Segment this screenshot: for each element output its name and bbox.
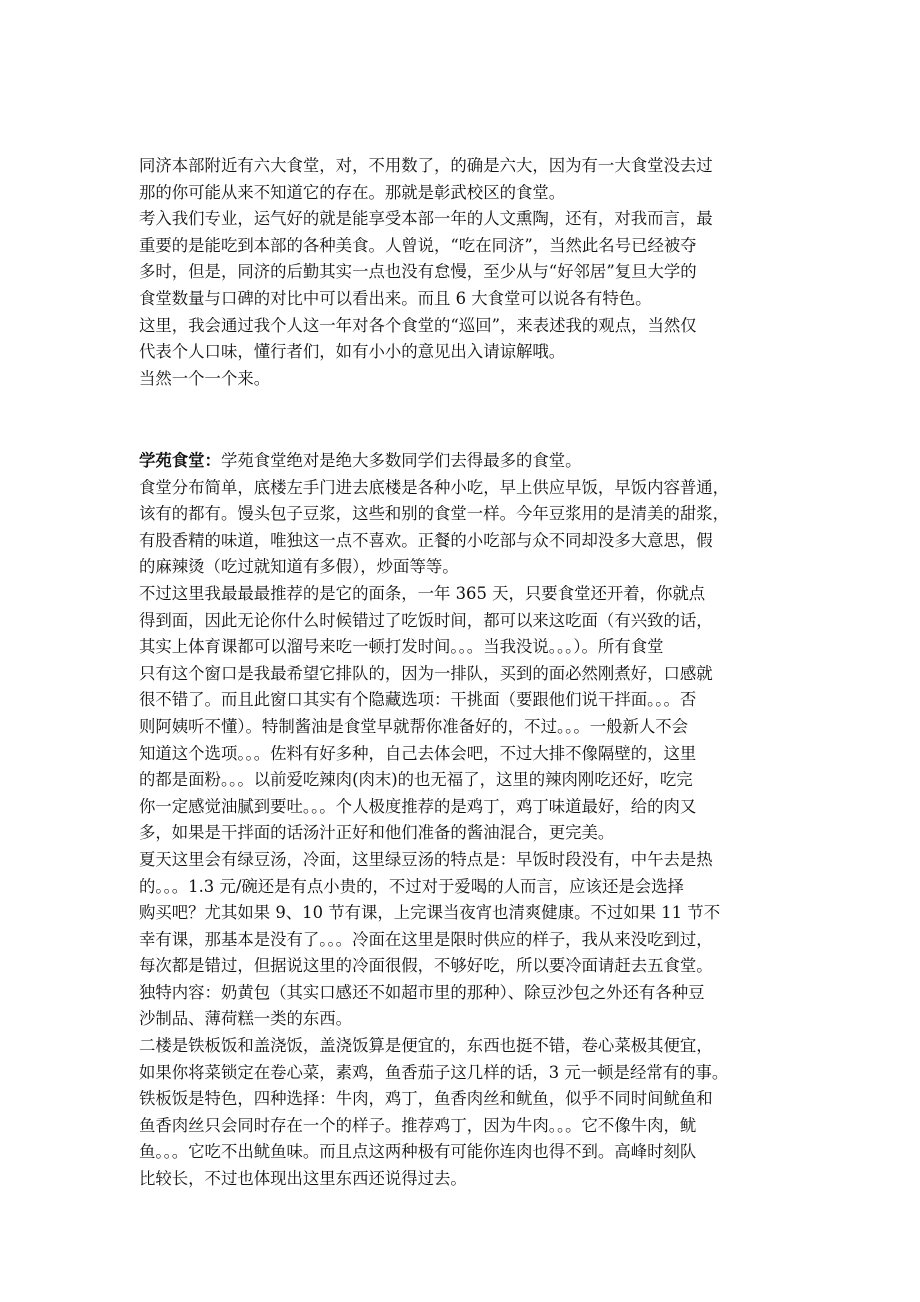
section-line: 食堂分布简单，底楼左手门进去底楼是各种小吃，早上供应早饭，早饭内容普通， xyxy=(139,477,730,497)
section-line: 不过这里我最最最推荐的是它的面条，一年 365 天，只要食堂还开着，你就点 xyxy=(139,583,706,603)
section-line: 沙制品、薄荷糕一类的东西。 xyxy=(139,1009,353,1029)
section-line: 只有这个窗口是我最希望它排队的，因为一排队，买到的面必然刚煮好，口感就 xyxy=(139,663,713,683)
intro-line: 这里，我会通过我个人这一年对各个食堂的“巡回”，来表述我的观点，当然仅 xyxy=(139,315,697,335)
section-line: 如果你将菜锁定在卷心菜，素鸡，鱼香茄子这几样的话，3 元一顿是经常有的事。 xyxy=(139,1062,729,1082)
section-line: 该有的都有。馒头包子豆浆，这些和别的食堂一样。今年豆浆用的是清美的甜浆， xyxy=(139,504,730,524)
section-line: 多，如果是干拌面的话汤汁正好和他们准备的酱油混合，更完美。 xyxy=(139,823,615,843)
intro-line: 那的你可能从来不知道它的存在。那就是彰武校区的食堂。 xyxy=(139,182,566,202)
section-line: 其实上体育课都可以溜号来吃一顿打发时间。。。当我没说。。。）。所有食堂 xyxy=(139,637,664,657)
section-line: 的。。。1.3 元/碗还是有点小贵的，不过对于爱喝的人而言，应该还是会选择 xyxy=(139,876,684,896)
intro-line: 考入我们专业，运气好的就是能享受本部一年的人文熏陶，还有，对我而言，最 xyxy=(139,209,713,229)
section-line: 夏天这里会有绿豆汤，冷面，这里绿豆汤的特点是：早饭时段没有，中午去是热 xyxy=(139,849,713,869)
intro-line: 多时，但是，同济的后勤其实一点也没有怠慢，至少从与“好邻居”复旦大学的 xyxy=(139,262,697,282)
intro-paragraphs xyxy=(139,153,789,392)
section-line: 比较长，不过也体现出这里东西还说得过去。 xyxy=(139,1169,467,1189)
section-title-line xyxy=(139,448,789,475)
section-line: 独特内容：奶黄包（其实口感还不如超市里的那种）、除豆沙包之外还有各种豆 xyxy=(139,982,705,1002)
section-line: 有股香精的味道，唯独这一点不喜欢。正餐的小吃部与众不同却没多大意思，假 xyxy=(139,530,713,550)
section-line: 铁板饭是特色，四种选择：牛肉，鸡丁，鱼香肉丝和鱿鱼，似乎不同时间鱿鱼和 xyxy=(139,1089,713,1109)
section-line: 你一定感觉油腻到要吐。。。个人极度推荐的是鸡丁，鸡丁味道最好，给的肉又 xyxy=(139,796,697,816)
section-line: 知道这个选项。。。佐料有好多种，自己去体会吧，不过大排不像隔壁的，这里 xyxy=(139,743,697,763)
section-line: 每次都是错过，但据说这里的冷面很假，不够好吃，所以要冷面请赶去五食堂。 xyxy=(139,956,713,976)
xueyuan-canteen-section xyxy=(139,448,789,1193)
section-heading-rest: 学苑食堂绝对是绝大多数同学们去得最多的食堂。 xyxy=(220,451,582,470)
section-heading: 学苑食堂： xyxy=(139,451,221,470)
section-line: 得到面，因此无论你什么时候错过了吃饭时间，都可以来这吃面（有兴致的话， xyxy=(139,610,713,630)
section-line: 的都是面粉。。。以前爱吃辣肉(肉末)的也无福了，这里的辣肉刚吃还好，吃完 xyxy=(139,770,693,790)
section-line: 购买吧？尤其如果 9、10 节有课，上完课当夜宵也清爽健康。不过如果 11 节不 xyxy=(139,903,721,923)
intro-line: 同济本部附近有六大食堂，对，不用数了，的确是六大，因为有一大食堂没去过 xyxy=(139,156,713,175)
section-line: 幸有课，那基本是没有了。。。冷面在这里是限时供应的样子，我从来没吃到过， xyxy=(139,929,713,949)
intro-line: 当然一个一个来。 xyxy=(139,368,271,388)
section-line: 则阿姨听不懂）。特制酱油是食堂早就帮你准备好的，不过。。。一般新人不会 xyxy=(139,716,689,736)
section-line: 二楼是铁板饭和盖浇饭，盖浇饭算是便宜的，东西也挺不错，卷心菜极其便宜， xyxy=(139,1036,713,1056)
section-line: 鱼香肉丝只会同时存在一个的样子。推荐鸡丁，因为牛肉。。。它不像牛肉，鱿 xyxy=(139,1115,697,1135)
intro-line: 重要的是能吃到本部的各种美食。人曾说，“吃在同济”，当然此名号已经被夺 xyxy=(139,235,697,255)
intro-line: 食堂数量与口碑的对比中可以看出来。而且 6 大食堂可以说各有特色。 xyxy=(139,288,652,308)
section-line: 的麻辣烫（吃过就知道有多假），炒面等等。 xyxy=(139,557,459,577)
intro-line: 代表个人口味，懂行者们，如有小小的意见出入请谅解哦。 xyxy=(139,342,566,362)
section-line: 鱼。。。它吃不出鱿鱼味。而且点这两种极有可能你连肉也得不到。高峰时刻队 xyxy=(139,1142,697,1162)
section-line: 很不错了。而且此窗口其实有个隐藏选项：干挑面（要跟他们说干拌面。。。否 xyxy=(139,690,697,710)
